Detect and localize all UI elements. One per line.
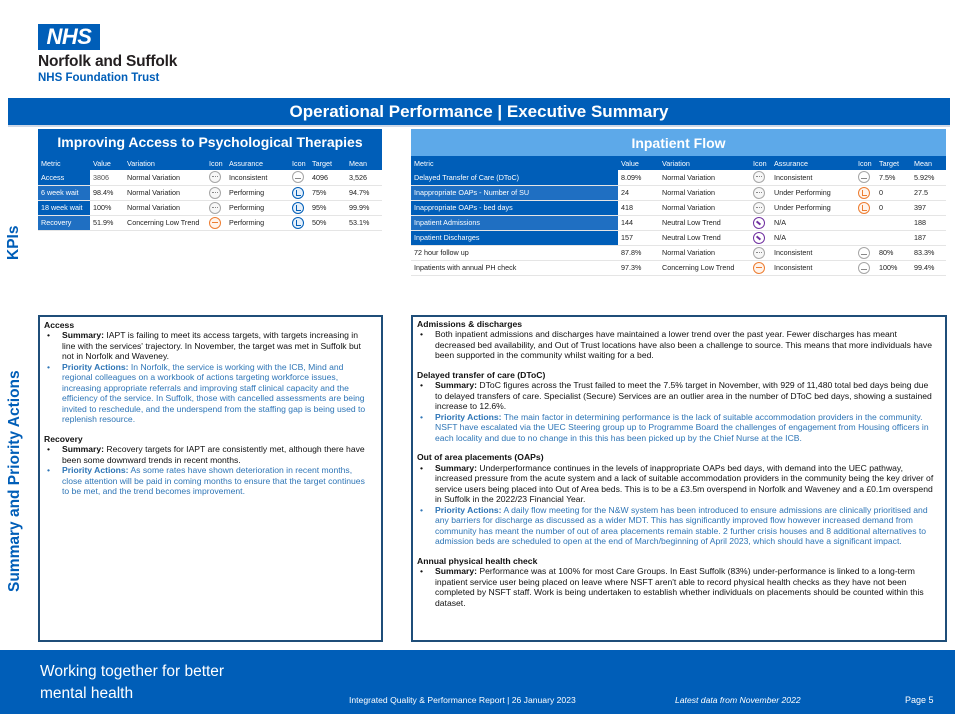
summary-item bbox=[417, 380, 937, 411]
value-cell: 98.4% bbox=[90, 185, 124, 200]
table-row bbox=[411, 245, 946, 260]
column-header: Value bbox=[90, 156, 124, 170]
priority-label: Priority Actions: bbox=[435, 411, 502, 422]
normal-variation-icon bbox=[209, 202, 221, 214]
value-cell: 24 bbox=[618, 185, 659, 200]
assurance-cell: Performing bbox=[226, 215, 289, 230]
target-cell: 7.5% bbox=[876, 170, 911, 185]
normal-variation-icon bbox=[209, 171, 221, 183]
icon-cell bbox=[206, 200, 226, 215]
priority-label: Priority Actions: bbox=[435, 504, 502, 515]
variation-cell: Normal Variation bbox=[124, 200, 206, 215]
metric-name: Access bbox=[38, 170, 90, 185]
variation-cell: Concerning Low Trend bbox=[124, 215, 206, 230]
performing-icon bbox=[292, 217, 304, 229]
column-header: Assurance bbox=[226, 156, 289, 170]
assurance-cell: Under Performing bbox=[771, 185, 855, 200]
mean-cell: 53.1% bbox=[346, 215, 382, 230]
table-row bbox=[38, 170, 382, 185]
mean-cell: 187 bbox=[911, 230, 946, 245]
mean-cell: 188 bbox=[911, 215, 946, 230]
value-cell: 87.8% bbox=[618, 245, 659, 260]
icon-cell bbox=[855, 200, 876, 215]
assurance-cell: N/A bbox=[771, 230, 855, 245]
normal-variation-icon bbox=[753, 202, 765, 214]
mean-cell: 5.92% bbox=[911, 170, 946, 185]
inpatient-table bbox=[411, 156, 946, 276]
assurance-cell: Inconsistent bbox=[771, 245, 855, 260]
priority-label: Priority Actions: bbox=[62, 361, 129, 372]
icon-cell bbox=[855, 215, 876, 230]
value-cell: 51.9% bbox=[90, 215, 124, 230]
normal-variation-icon bbox=[753, 187, 765, 199]
summary-label: Summary: bbox=[435, 380, 478, 391]
concerning-low-icon bbox=[753, 262, 765, 274]
column-header: Icon bbox=[750, 156, 771, 170]
variation-cell: Normal Variation bbox=[659, 245, 750, 260]
column-header: Icon bbox=[289, 156, 309, 170]
value-cell: 100% bbox=[90, 200, 124, 215]
assurance-cell: Under Performing bbox=[771, 200, 855, 215]
icon-cell bbox=[855, 245, 876, 260]
icon-cell bbox=[855, 260, 876, 275]
variation-cell: Normal Variation bbox=[659, 200, 750, 215]
variation-cell: Concerning Low Trend bbox=[659, 260, 750, 275]
footer bbox=[0, 650, 955, 714]
mean-cell: 99.4% bbox=[911, 260, 946, 275]
summary-text: DToC figures across the Trust failed to meet the 7.5% target in November, with 929 of 11,480 total bed days being due to delayed transfers of care. Specialist (Secure) Services are an outlier area in the number of DToC bed days, showing a sustained increase to 12.6%. bbox=[435, 380, 932, 412]
summary-label: Summary: bbox=[62, 444, 105, 455]
icon-cell bbox=[289, 200, 309, 215]
inconsistent-icon bbox=[858, 171, 870, 183]
section-list bbox=[44, 444, 373, 496]
column-header: Variation bbox=[124, 156, 206, 170]
normal-variation-icon bbox=[753, 247, 765, 259]
icon-cell bbox=[750, 245, 771, 260]
section-list bbox=[417, 380, 937, 443]
value-cell: 8.09% bbox=[618, 170, 659, 185]
iapt-summary-panel bbox=[38, 315, 383, 642]
section-heading: Delayed transfer of care (DToC) bbox=[417, 369, 546, 380]
priority-text: As some rates have shown deterioration in recent months, close attention will be paid in coming months to ensure that the target continues to be met, and the trend becomes improvement. bbox=[62, 465, 365, 497]
icon-cell bbox=[750, 230, 771, 245]
summary-label: Summary: bbox=[62, 330, 105, 341]
metric-name: 72 hour follow up bbox=[411, 245, 618, 260]
value-cell: 157 bbox=[618, 230, 659, 245]
under-performing-icon bbox=[858, 202, 870, 214]
target-cell bbox=[876, 230, 911, 245]
assurance-cell: Inconsistent bbox=[771, 170, 855, 185]
normal-variation-icon bbox=[753, 171, 765, 183]
performing-icon bbox=[292, 187, 304, 199]
inpatient-body bbox=[411, 170, 946, 275]
column-header: Icon bbox=[206, 156, 226, 170]
column-header: Value bbox=[618, 156, 659, 170]
org-name: Norfolk and Suffolk bbox=[38, 53, 178, 70]
column-header: Target bbox=[309, 156, 346, 170]
section-list bbox=[417, 463, 937, 547]
target-cell: 80% bbox=[876, 245, 911, 260]
icon-cell bbox=[289, 185, 309, 200]
value-cell: 144 bbox=[618, 215, 659, 230]
summary-item bbox=[44, 330, 373, 361]
variation-cell: Neutral Low Trend bbox=[659, 215, 750, 230]
column-header: Icon bbox=[855, 156, 876, 170]
assurance-cell: Inconsistent bbox=[226, 170, 289, 185]
neutral-low-icon bbox=[753, 232, 765, 244]
normal-variation-icon bbox=[209, 187, 221, 199]
summary-item bbox=[44, 444, 373, 465]
section-heading: Access bbox=[44, 320, 75, 330]
column-header: Mean bbox=[346, 156, 382, 170]
value-cell: 3806 bbox=[90, 170, 124, 185]
icon-cell bbox=[855, 170, 876, 185]
column-header: Metric bbox=[411, 156, 618, 170]
iapt-body bbox=[38, 170, 382, 230]
metric-name: Delayed Transfer of Care (DToC) bbox=[411, 170, 618, 185]
assurance-cell: Performing bbox=[226, 185, 289, 200]
inpatient-title: Inpatient Flow bbox=[411, 129, 946, 156]
value-cell: 418 bbox=[618, 200, 659, 215]
variation-cell: Normal Variation bbox=[124, 185, 206, 200]
inconsistent-icon bbox=[292, 171, 304, 183]
variation-cell: Neutral Low Trend bbox=[659, 230, 750, 245]
table-row bbox=[411, 200, 946, 215]
nhs-logo-mark: NHS bbox=[38, 24, 100, 50]
assurance-cell: Inconsistent bbox=[771, 260, 855, 275]
table-row bbox=[411, 260, 946, 275]
mean-cell: 83.3% bbox=[911, 245, 946, 260]
performing-icon bbox=[292, 202, 304, 214]
priority-item bbox=[417, 412, 937, 443]
column-header: Variation bbox=[659, 156, 750, 170]
icon-cell bbox=[206, 170, 226, 185]
section-heading: Recovery bbox=[44, 433, 83, 444]
metric-name: Inpatient Discharges bbox=[411, 230, 618, 245]
table-row bbox=[411, 185, 946, 200]
metric-name: 6 week wait bbox=[38, 185, 90, 200]
metric-name: Inappropriate OAPs - Number of SU bbox=[411, 185, 618, 200]
column-header: Target bbox=[876, 156, 911, 170]
target-cell: 75% bbox=[309, 185, 346, 200]
metric-name: Recovery bbox=[38, 215, 90, 230]
icon-cell bbox=[855, 230, 876, 245]
column-header: Mean bbox=[911, 156, 946, 170]
table-row bbox=[411, 170, 946, 185]
mean-cell: 94.7% bbox=[346, 185, 382, 200]
variation-cell: Normal Variation bbox=[659, 170, 750, 185]
inpatient-header-row bbox=[411, 156, 946, 170]
iapt-table bbox=[38, 156, 382, 231]
footer-latest-data: Latest data from November 2022 bbox=[675, 695, 801, 705]
mean-cell: 3,526 bbox=[346, 170, 382, 185]
section-heading: Admissions & discharges bbox=[417, 319, 523, 329]
icon-cell bbox=[750, 260, 771, 275]
metric-name: Inpatients with annual PH check bbox=[411, 260, 618, 275]
mean-cell: 99.9% bbox=[346, 200, 382, 215]
column-header: Assurance bbox=[771, 156, 855, 170]
concerning-low-icon bbox=[209, 217, 221, 229]
icon-cell bbox=[206, 185, 226, 200]
assurance-cell: N/A bbox=[771, 215, 855, 230]
iapt-kpi-panel bbox=[38, 129, 382, 231]
icon-cell bbox=[750, 215, 771, 230]
priority-label: Priority Actions: bbox=[62, 465, 129, 476]
section-list bbox=[417, 566, 937, 608]
summary-text: Underperformance continues in the levels of inappropriate OAPs bed days, with demand into the UEC pathway, increased pressure from the acute system and a lack of suitable accommodation providers in the community being the key driver of service users being placed into Out of Area beds. This is to be a £3.5m overspend in Norfolk and Waveney and a £0.1m overspend in Suffolk in the 2022/23 Financial Year. bbox=[435, 462, 934, 505]
target-cell: 95% bbox=[309, 200, 346, 215]
summary-text: Both inpatient admissions and discharges have maintained a lower trend over the past year. Fewer discharges has meant decreased bed availability, and Out of Trust locations have also been a challenge to source. This means that more individuals have been supported in the community whilst waiting for a bed. bbox=[435, 329, 932, 361]
icon-cell bbox=[289, 215, 309, 230]
variation-cell: Normal Variation bbox=[659, 185, 750, 200]
title-divider bbox=[8, 125, 950, 127]
footer-report-title: Integrated Quality & Performance Report | 26 January 2023 bbox=[349, 695, 576, 705]
priority-text: A daily flow meeting for the N&W system has been introduced to ensure admissions are clinically prioritised and any barriers for discharge as discussed as a wider MDT. This has significantly improved flow however increased demand from community has meant the number of out of area placements remain stable. 2 further crisis houses and 8 additional alternatives to admission beds are scheduled to open at the end of March/beginning of April 2023, which should have a significant impact. bbox=[435, 504, 928, 547]
icon-cell bbox=[750, 170, 771, 185]
priority-text: In Norfolk, the service is working with the ICB, Mind and regional colleagues on a workbook of actions targeting workforce issues, increasing appropriate referrals and improving staff clinical capacity and the efficiency of the service. In Suffolk, those with cancelled assessments are being invited to reschedule, and the underspend from the staffing gap is being used to replenish resource. bbox=[62, 361, 366, 425]
metric-name: Inappropriate OAPs - bed days bbox=[411, 200, 618, 215]
summary-label: Summary: bbox=[435, 566, 478, 577]
inpatient-kpi-panel bbox=[411, 129, 946, 276]
summary-text: IAPT is failing to meet its access targets, with targets increasing in line with the services' trajectory. In November, the target was met in Suffolk but not in Norfolk and Waveney. bbox=[62, 330, 361, 362]
inpatient-summary-panel bbox=[411, 315, 947, 642]
icon-cell bbox=[855, 185, 876, 200]
mean-cell: 27.5 bbox=[911, 185, 946, 200]
inconsistent-icon bbox=[858, 247, 870, 259]
icon-cell bbox=[750, 185, 771, 200]
target-cell: 4096 bbox=[309, 170, 346, 185]
metric-name: Inpatient Admissions bbox=[411, 215, 618, 230]
assurance-cell: Performing bbox=[226, 200, 289, 215]
footer-tagline: Working together for better mental health bbox=[40, 663, 225, 702]
target-cell bbox=[876, 215, 911, 230]
target-cell: 100% bbox=[876, 260, 911, 275]
target-cell: 50% bbox=[309, 215, 346, 230]
priority-text: The main factor in determining performance is the lack of suitable accommodation providers in the community. NSFT have escalated via the UEC Steering group up to Programme Board the challenges of engagement from Housing officers in each locality and due to no change in this this has been picked up by the Chief Nurse at the ICB. bbox=[435, 411, 929, 443]
metric-name: 18 week wait bbox=[38, 200, 90, 215]
table-row bbox=[38, 200, 382, 215]
icon-cell bbox=[289, 170, 309, 185]
variation-cell: Normal Variation bbox=[124, 170, 206, 185]
value-cell: 97.3% bbox=[618, 260, 659, 275]
column-header: Metric bbox=[38, 156, 90, 170]
trust-name: NHS Foundation Trust bbox=[38, 72, 160, 84]
section-list bbox=[44, 330, 373, 424]
table-row bbox=[38, 215, 382, 230]
section-heading: Annual physical health check bbox=[417, 555, 538, 566]
icon-cell bbox=[750, 200, 771, 215]
page-number: Page 5 bbox=[905, 695, 934, 705]
target-cell: 0 bbox=[876, 200, 911, 215]
kpis-side-label: KPIs bbox=[5, 225, 22, 260]
summary-text: Performance was at 100% for most Care Groups. In East Suffolk (83%) under-performance is linked to a long-term inpatient service user being placed on leave where NSFT aren't able to record physical health checks as they have not been completed by NSFT staff. Work is being undertaken to establish whether individuals on placements should be counted within this dataset. bbox=[435, 566, 924, 608]
section-heading: Out of area placements (OAPs) bbox=[417, 452, 544, 463]
target-cell: 0 bbox=[876, 185, 911, 200]
neutral-low-icon bbox=[753, 217, 765, 229]
page-title: Operational Performance | Executive Summary bbox=[8, 98, 950, 125]
summary-item bbox=[417, 566, 937, 608]
priority-item bbox=[44, 362, 373, 425]
table-row bbox=[411, 215, 946, 230]
nhs-logo bbox=[38, 24, 177, 84]
section-list bbox=[417, 329, 937, 360]
table-row bbox=[38, 185, 382, 200]
iapt-header-row bbox=[38, 156, 382, 170]
summary-item bbox=[417, 329, 937, 360]
summary-item bbox=[417, 463, 937, 505]
under-performing-icon bbox=[858, 187, 870, 199]
summary-side-label: Summary and Priority Actions bbox=[6, 370, 23, 592]
inconsistent-icon bbox=[858, 262, 870, 274]
iapt-title: Improving Access to Psychological Therapies bbox=[38, 129, 382, 156]
summary-text: Recovery targets for IAPT are consistently met, although there have been some downward trends in recent months. bbox=[62, 444, 365, 465]
table-row bbox=[411, 230, 946, 245]
priority-item bbox=[417, 505, 937, 547]
mean-cell: 397 bbox=[911, 200, 946, 215]
icon-cell bbox=[206, 215, 226, 230]
priority-item bbox=[44, 465, 373, 496]
summary-label: Summary: bbox=[435, 462, 478, 473]
